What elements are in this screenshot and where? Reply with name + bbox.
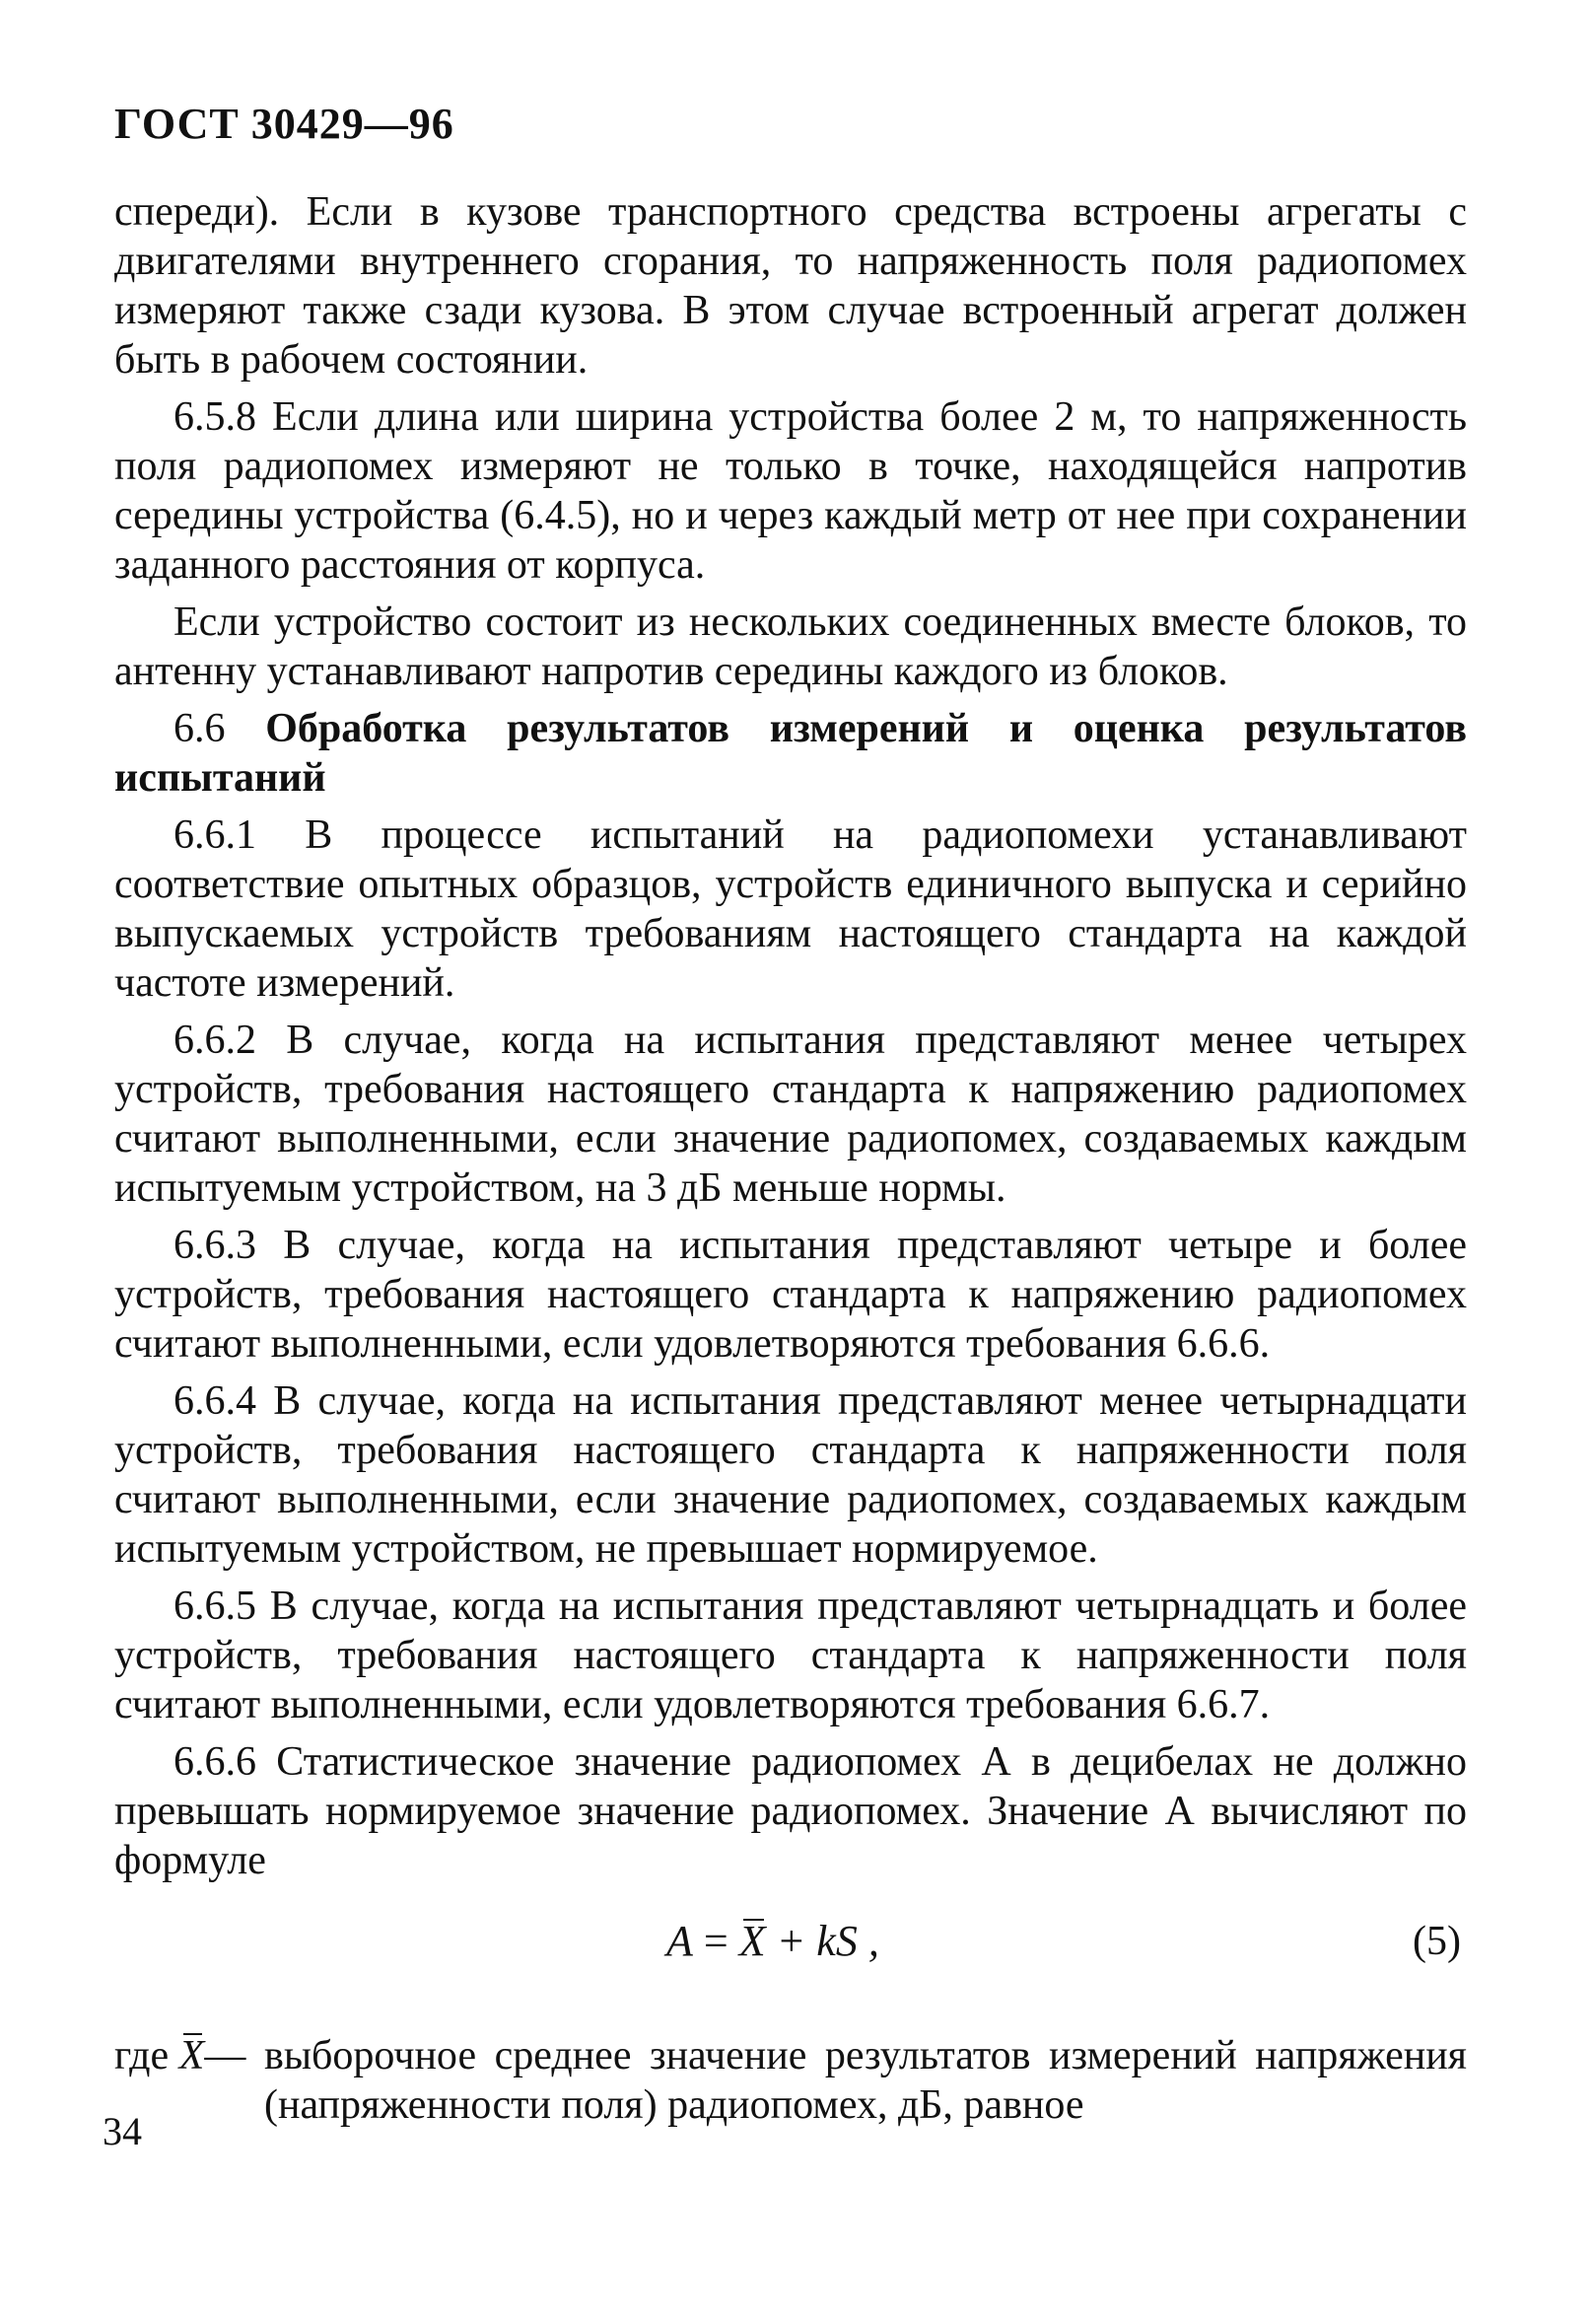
formula-rest: + kS , [765, 1917, 879, 1965]
where-head [114, 2031, 245, 2080]
paragraph-6-6-1: 6.6.1 В процессе испытаний на радиопомехи устанавливают соответствие опытных образцов, устройств единичного выпуска и серийно выпускаемых устройств требованиям настоящего стандарта на каждой частоте измерений. [114, 812, 1467, 1006]
paragraph-6-5-8: 6.5.8 Если длина или ширина устройства более 2 м, то напряженность поля радиопомех измеряют не только в точке, находящейся напротив середины устройства (6.4.5), но и через каждый метр от нее при сохранении заданного расстояния от корпуса. [114, 394, 1467, 588]
document-header: ГОСТ 30429—96 [114, 100, 454, 148]
paragraph-6-6-6: 6.6.6 Статистическое значение радиопомех А в децибелах не должно превышать нормируемое значение радиопомех. Значение А вычисляют по формуле [114, 1739, 1467, 1883]
paragraph-6-6-2: 6.6.2 В случае, когда на испытания представляют менее четырех устройств, требования настоящего стандарта к напряжению радиопомех считают выполненными, если значение радиопомех, создаваемых каждым испытуемым устройством, на 3 дБ меньше нормы. [114, 1018, 1467, 1211]
where-clause [114, 2031, 1467, 2130]
paragraph-continuation: спереди). Если в кузове транспортного средства встроены агрегаты с двигателями внутреннего сгорания, то напряженность поля радиопомех измеряют также сзади кузова. В этом случае встроенный агрегат должен быть в рабочем состоянии. [114, 189, 1467, 383]
where-word: где [114, 2033, 170, 2078]
formula-lhs: A [666, 1917, 693, 1965]
formula-equals: = [692, 1917, 739, 1965]
where-definition: выборочное среднее значение результатов измерений напряжения (напряженности поля) радиопомех, дБ, равное [264, 2033, 1467, 2128]
equation-number: (5) [1413, 1919, 1461, 1964]
paragraph-6-6-4: 6.6.4 В случае, когда на испытания представляют менее четырнадцати устройств, требования настоящего стандарта к напряженности поля считают выполненными, если значение радиопомех, создаваемых каждым испытуемым устройством, не превышает нормируемое. [114, 1378, 1467, 1572]
formula-xbar: X [738, 1917, 766, 1965]
where-symbol: X [178, 2033, 205, 2078]
section-number: 6.6 [173, 706, 226, 751]
formula-expression [666, 1917, 879, 1966]
section-heading-6-6 [114, 704, 1467, 803]
document-body [114, 187, 1467, 2138]
paragraph-6-6-3: 6.6.3 В случае, когда на испытания представляют четыре и более устройств, требования настоящего стандарта к напряжению радиопомех считают выполненными, если удовлетворяются требования 6.6.6. [114, 1223, 1467, 1367]
paragraph-blocks: Если устройство состоит из нескольких соединенных вместе блоков, то антенну устанавливают напротив середины каждого из блоков. [114, 599, 1467, 694]
formula-5 [114, 1905, 1467, 1988]
paragraph-6-6-5: 6.6.5 В случае, когда на испытания представляют четырнадцать и более устройств, требования настоящего стандарта к напряженности поля считают выполненными, если удовлетворяются требования 6.6.7. [114, 1584, 1467, 1727]
where-dash: — [204, 2033, 246, 2078]
section-title: Обработка результатов измерений и оценка результатов испытаний [114, 706, 1467, 801]
page-number: 34 [103, 2109, 142, 2153]
